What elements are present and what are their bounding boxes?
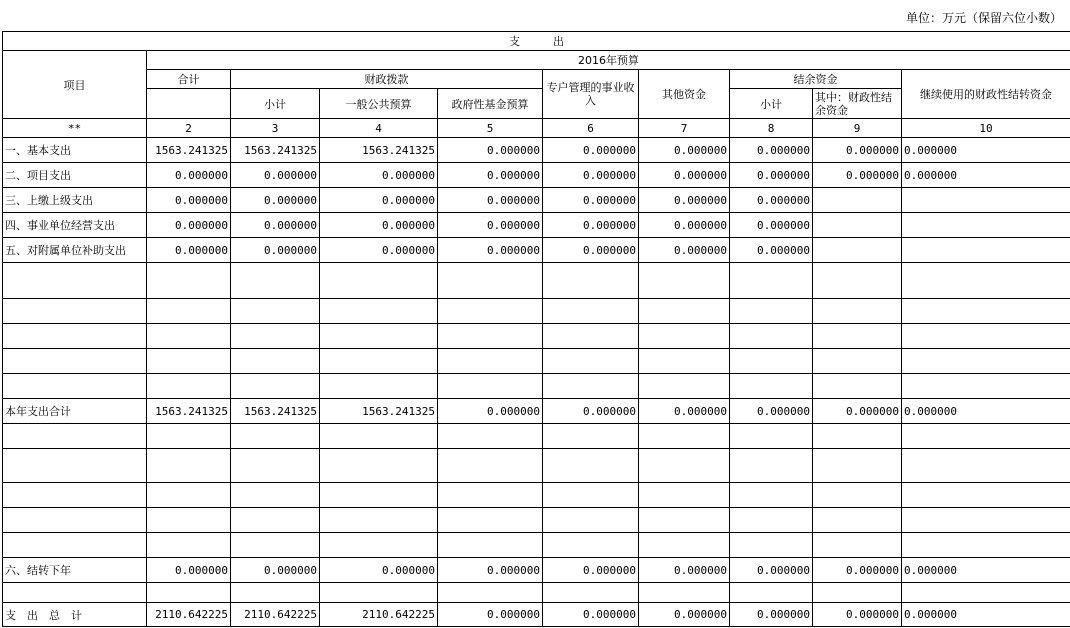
value-cell: 0.000000	[639, 399, 730, 424]
blank-row	[3, 424, 1070, 449]
header-gov-fund: 政府性基金预算	[438, 89, 543, 119]
detail-row	[3, 213, 1070, 238]
header-total: 合计	[147, 70, 231, 89]
blank-row	[3, 374, 1070, 399]
blank-cell	[320, 374, 438, 399]
value-cell: 1563.241325	[147, 399, 231, 424]
blank-cell	[813, 583, 902, 603]
header-general-public: 一般公共预算	[320, 89, 438, 119]
blank-cell	[639, 533, 730, 558]
blank-cell	[730, 374, 813, 399]
value-cell: 0.000000	[639, 188, 730, 213]
blank-cell	[320, 263, 438, 299]
header-total-blank	[147, 89, 231, 119]
blank-cell	[639, 299, 730, 324]
value-cell: 0.000000	[813, 603, 902, 627]
blank-cell	[438, 324, 543, 349]
row-label: 二、项目支出	[3, 163, 147, 188]
detail-row	[3, 238, 1070, 263]
header-surplus: 结余资金	[730, 70, 902, 89]
blank-cell	[438, 424, 543, 449]
row-label: 六、结转下年	[3, 558, 147, 583]
blank-cell	[543, 299, 639, 324]
blank-cell	[543, 508, 639, 533]
value-cell: 0.000000	[639, 603, 730, 627]
header-other-funds: 其他资金	[639, 70, 730, 119]
value-cell: 0.000000	[902, 603, 1070, 627]
blank-cell	[320, 508, 438, 533]
index-cell: 4	[320, 119, 438, 138]
value-cell: 0.000000	[543, 603, 639, 627]
blank-cell	[147, 349, 231, 374]
blank-cell	[147, 299, 231, 324]
header-surplus-subtotal: 小计	[730, 89, 813, 119]
value-cell: 1563.241325	[320, 399, 438, 424]
blank-row	[3, 299, 1070, 324]
header-carryover: 继续使用的财政性结转资金	[902, 70, 1070, 119]
blank-row	[3, 263, 1070, 299]
blank-cell	[543, 533, 639, 558]
value-cell	[902, 238, 1070, 263]
blank-cell	[902, 424, 1070, 449]
blank-cell	[902, 483, 1070, 508]
blank-cell	[147, 533, 231, 558]
blank-cell	[147, 583, 231, 603]
blank-cell	[730, 299, 813, 324]
blank-cell	[147, 374, 231, 399]
blank-cell	[231, 533, 320, 558]
blank-cell	[231, 349, 320, 374]
blank-cell	[730, 424, 813, 449]
blank-cell	[543, 374, 639, 399]
detail-row	[3, 188, 1070, 213]
blank-cell	[147, 483, 231, 508]
value-cell: 0.000000	[438, 603, 543, 627]
blank-cell	[320, 299, 438, 324]
blank-cell	[3, 483, 147, 508]
blank-cell	[639, 263, 730, 299]
header-special-income: 专户管理的事业收入	[543, 70, 639, 119]
value-cell: 0.000000	[320, 213, 438, 238]
header-fiscal-subtotal: 小计	[231, 89, 320, 119]
blank-cell	[231, 263, 320, 299]
value-cell: 0.000000	[147, 163, 231, 188]
value-cell: 0.000000	[320, 163, 438, 188]
blank-cell	[639, 583, 730, 603]
blank-row	[3, 533, 1070, 558]
blank-cell	[543, 263, 639, 299]
unit-label: 单位：万元（保留六位小数）	[905, 11, 1062, 25]
value-cell: 0.000000	[902, 558, 1070, 583]
value-cell	[902, 188, 1070, 213]
blank-cell	[813, 324, 902, 349]
detail-row	[3, 163, 1070, 188]
value-cell: 0.000000	[813, 163, 902, 188]
index-cell: 5	[438, 119, 543, 138]
value-cell: 0.000000	[147, 188, 231, 213]
blank-cell	[231, 583, 320, 603]
header-budget-year: 2016年预算	[147, 51, 1070, 70]
value-cell: 0.000000	[813, 399, 902, 424]
blank-row	[3, 324, 1070, 349]
value-cell: 0.000000	[730, 138, 813, 163]
blank-cell	[231, 508, 320, 533]
index-cell: 6	[543, 119, 639, 138]
index-cell: **	[3, 119, 147, 138]
blank-cell	[813, 374, 902, 399]
detail-row	[3, 138, 1070, 163]
value-cell: 0.000000	[543, 238, 639, 263]
blank-cell	[543, 483, 639, 508]
blank-cell	[3, 349, 147, 374]
blank-cell	[813, 449, 902, 483]
value-cell	[813, 188, 902, 213]
blank-cell	[639, 349, 730, 374]
value-cell: 0.000000	[730, 399, 813, 424]
blank-cell	[813, 299, 902, 324]
value-cell: 0.000000	[231, 188, 320, 213]
blank-cell	[813, 508, 902, 533]
blank-cell	[639, 374, 730, 399]
blank-cell	[147, 424, 231, 449]
blank-cell	[730, 483, 813, 508]
blank-cell	[147, 449, 231, 483]
value-cell: 0.000000	[320, 558, 438, 583]
blank-cell	[3, 324, 147, 349]
blank-cell	[902, 324, 1070, 349]
value-cell: 2110.642225	[320, 603, 438, 627]
blank-cell	[902, 374, 1070, 399]
value-cell: 0.000000	[730, 603, 813, 627]
blank-cell	[813, 349, 902, 374]
value-cell: 0.000000	[438, 238, 543, 263]
value-cell: 0.000000	[902, 138, 1070, 163]
value-cell: 1563.241325	[147, 138, 231, 163]
blank-cell	[813, 483, 902, 508]
index-cell: 10	[902, 119, 1070, 138]
blank-cell	[639, 449, 730, 483]
blank-cell	[639, 324, 730, 349]
value-cell: 0.000000	[438, 558, 543, 583]
value-cell: 0.000000	[438, 213, 543, 238]
value-cell: 0.000000	[639, 558, 730, 583]
blank-cell	[3, 263, 147, 299]
value-cell: 2110.642225	[147, 603, 231, 627]
header-surplus-fiscal: 其中：财政性结余资金	[813, 89, 902, 119]
blank-cell	[231, 424, 320, 449]
blank-cell	[543, 449, 639, 483]
index-cell: 8	[730, 119, 813, 138]
blank-cell	[147, 324, 231, 349]
blank-row	[3, 349, 1070, 374]
value-cell: 0.000000	[231, 238, 320, 263]
blank-cell	[730, 324, 813, 349]
value-cell: 0.000000	[543, 163, 639, 188]
index-cell: 2	[147, 119, 231, 138]
blank-cell	[3, 374, 147, 399]
blank-cell	[639, 483, 730, 508]
value-cell: 0.000000	[730, 213, 813, 238]
value-cell: 0.000000	[543, 399, 639, 424]
value-cell: 0.000000	[147, 238, 231, 263]
value-cell: 0.000000	[438, 188, 543, 213]
blank-cell	[902, 263, 1070, 299]
blank-cell	[231, 449, 320, 483]
blank-cell	[320, 583, 438, 603]
value-cell: 0.000000	[231, 163, 320, 188]
blank-cell	[438, 483, 543, 508]
value-cell: 0.000000	[730, 188, 813, 213]
expenditure-table	[2, 31, 1070, 627]
header-fiscal: 财政拨款	[231, 70, 543, 89]
blank-cell	[902, 508, 1070, 533]
row-label: 支 出 总 计	[3, 603, 147, 627]
blank-cell	[320, 349, 438, 374]
value-cell: 0.000000	[231, 558, 320, 583]
blank-cell	[730, 508, 813, 533]
blank-cell	[3, 424, 147, 449]
value-cell: 0.000000	[730, 558, 813, 583]
value-cell: 0.000000	[639, 163, 730, 188]
blank-cell	[639, 508, 730, 533]
row-label: 三、上缴上级支出	[3, 188, 147, 213]
blank-row	[3, 508, 1070, 533]
blank-cell	[438, 299, 543, 324]
value-cell: 0.000000	[902, 399, 1070, 424]
blank-cell	[438, 449, 543, 483]
value-cell: 0.000000	[438, 399, 543, 424]
blank-cell	[320, 324, 438, 349]
blank-cell	[147, 508, 231, 533]
blank-cell	[438, 263, 543, 299]
header-item: 项目	[3, 51, 147, 119]
value-cell	[902, 213, 1070, 238]
blank-cell	[438, 508, 543, 533]
blank-cell	[320, 483, 438, 508]
value-cell: 0.000000	[320, 188, 438, 213]
blank-cell	[730, 449, 813, 483]
value-cell: 2110.642225	[231, 603, 320, 627]
blank-cell	[813, 424, 902, 449]
value-cell: 0.000000	[147, 213, 231, 238]
blank-cell	[902, 299, 1070, 324]
value-cell: 0.000000	[320, 238, 438, 263]
value-cell: 0.000000	[543, 188, 639, 213]
blank-cell	[730, 583, 813, 603]
value-cell: 0.000000	[639, 238, 730, 263]
blank-cell	[543, 324, 639, 349]
blank-cell	[813, 263, 902, 299]
value-cell: 0.000000	[543, 138, 639, 163]
blank-cell	[231, 374, 320, 399]
index-cell: 3	[231, 119, 320, 138]
value-cell: 0.000000	[730, 163, 813, 188]
value-cell: 0.000000	[231, 213, 320, 238]
value-cell: 0.000000	[730, 238, 813, 263]
blank-cell	[543, 583, 639, 603]
value-cell: 0.000000	[639, 213, 730, 238]
blank-cell	[438, 583, 543, 603]
blank-cell	[438, 349, 543, 374]
index-cell: 9	[813, 119, 902, 138]
row-label: 本年支出合计	[3, 399, 147, 424]
blank-cell	[438, 533, 543, 558]
blank-cell	[902, 533, 1070, 558]
grand-total-row	[3, 603, 1070, 627]
value-cell	[813, 213, 902, 238]
blank-cell	[231, 299, 320, 324]
blank-cell	[543, 349, 639, 374]
index-cell: 7	[639, 119, 730, 138]
header-expenditure: 支 出	[3, 32, 1070, 51]
blank-cell	[438, 374, 543, 399]
value-cell: 0.000000	[813, 138, 902, 163]
value-cell: 0.000000	[438, 163, 543, 188]
row-label: 四、事业单位经营支出	[3, 213, 147, 238]
value-cell: 0.000000	[813, 558, 902, 583]
blank-row	[3, 483, 1070, 508]
blank-cell	[543, 424, 639, 449]
blank-row	[3, 449, 1070, 483]
blank-row	[3, 583, 1070, 603]
blank-cell	[639, 424, 730, 449]
blank-cell	[231, 324, 320, 349]
blank-cell	[902, 349, 1070, 374]
blank-cell	[3, 449, 147, 483]
value-cell: 1563.241325	[231, 399, 320, 424]
blank-cell	[147, 263, 231, 299]
blank-cell	[320, 449, 438, 483]
value-cell: 1563.241325	[231, 138, 320, 163]
value-cell: 0.000000	[147, 558, 231, 583]
blank-cell	[902, 583, 1070, 603]
value-cell: 0.000000	[902, 163, 1070, 188]
value-cell: 0.000000	[438, 138, 543, 163]
blank-cell	[3, 583, 147, 603]
row-label: 一、基本支出	[3, 138, 147, 163]
blank-cell	[320, 533, 438, 558]
annual-total-row	[3, 399, 1070, 424]
blank-cell	[730, 533, 813, 558]
blank-cell	[3, 533, 147, 558]
blank-cell	[231, 483, 320, 508]
value-cell	[813, 238, 902, 263]
blank-cell	[3, 508, 147, 533]
index-row	[3, 119, 1070, 138]
blank-cell	[730, 349, 813, 374]
value-cell: 0.000000	[543, 558, 639, 583]
blank-cell	[902, 449, 1070, 483]
blank-cell	[730, 263, 813, 299]
value-cell: 1563.241325	[320, 138, 438, 163]
carry-forward-row	[3, 558, 1070, 583]
value-cell: 0.000000	[543, 213, 639, 238]
row-label: 五、对附属单位补助支出	[3, 238, 147, 263]
blank-cell	[813, 533, 902, 558]
blank-cell	[320, 424, 438, 449]
blank-cell	[3, 299, 147, 324]
value-cell: 0.000000	[639, 138, 730, 163]
